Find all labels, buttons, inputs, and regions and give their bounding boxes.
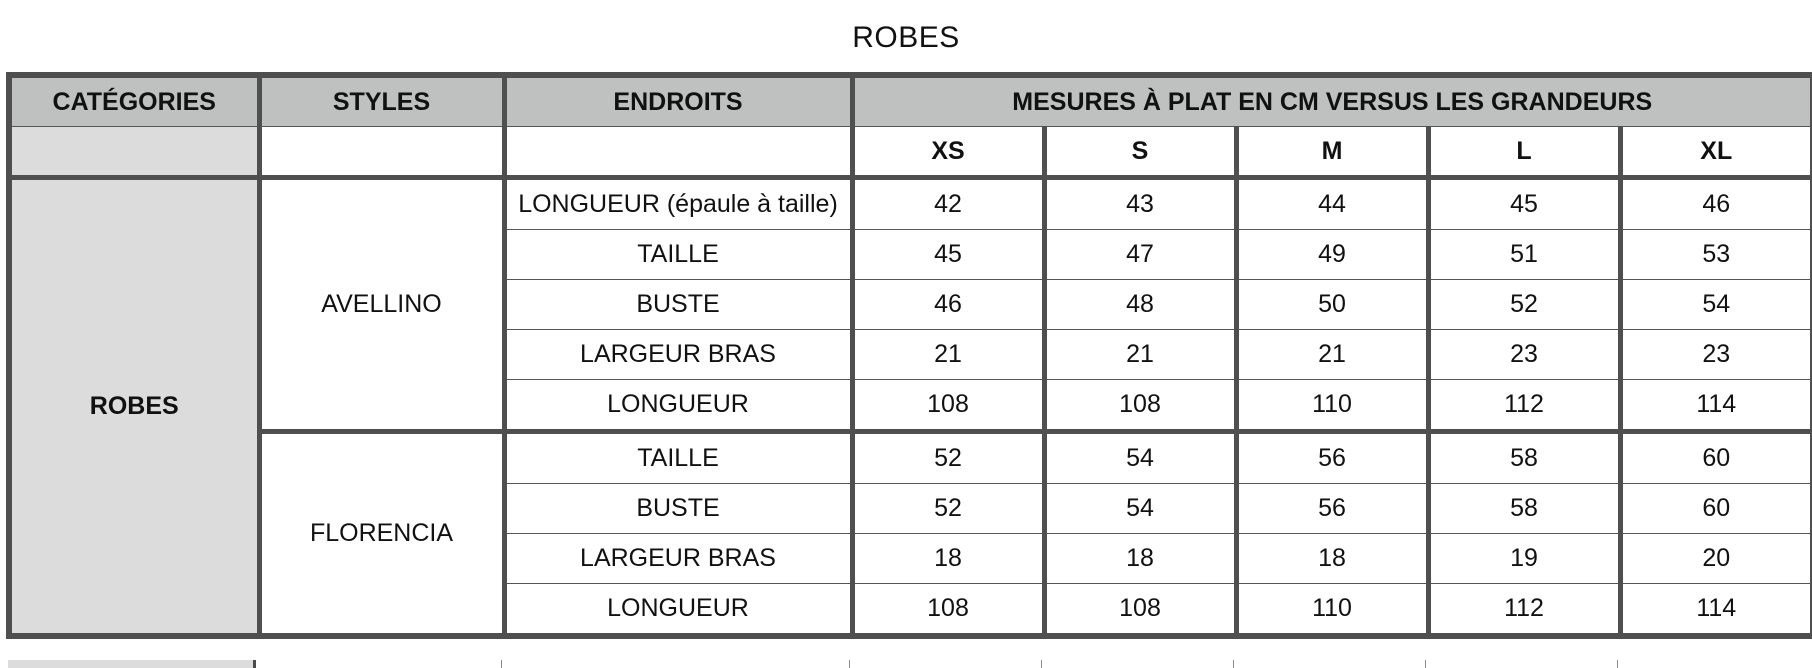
style-cell-avellino: AVELLINO	[259, 178, 504, 432]
value-cell: 21	[852, 330, 1044, 380]
size-header-s: S	[1044, 127, 1236, 178]
page-title: ROBES	[852, 21, 960, 54]
value-cell: 54	[1044, 484, 1236, 534]
value-cell: 23	[1620, 330, 1812, 380]
header-locations-blank	[504, 127, 852, 178]
value-cell: 50	[1236, 280, 1428, 330]
location-label: LARGEUR BRAS	[504, 330, 852, 380]
location-label: LARGEUR BRAS	[504, 534, 852, 584]
value-cell: 112	[1428, 584, 1620, 637]
header-styles-blank	[259, 127, 504, 178]
value-cell: 23	[1428, 330, 1620, 380]
location-label: LONGUEUR	[504, 380, 852, 432]
header-styles: STYLES	[259, 75, 504, 127]
header-categories-blank	[9, 127, 259, 178]
value-cell: 52	[852, 484, 1044, 534]
value-cell: 46	[852, 280, 1044, 330]
value-cell: 54	[1620, 280, 1812, 330]
header-categories: CATÉGORIES	[9, 75, 259, 127]
value-cell: 21	[1044, 330, 1236, 380]
value-cell: 108	[1044, 380, 1236, 432]
value-cell: 52	[1428, 280, 1620, 330]
header-locations: ENDROITS	[504, 75, 852, 127]
value-cell: 53	[1620, 230, 1812, 280]
size-header-row	[9, 127, 1812, 178]
category-column-stub	[8, 660, 256, 668]
location-label: TAILLE	[504, 230, 852, 280]
value-cell: 56	[1236, 432, 1428, 484]
value-cell: 108	[852, 380, 1044, 432]
value-cell: 56	[1236, 484, 1428, 534]
value-cell: 46	[1620, 178, 1812, 230]
size-header-xl: XL	[1620, 127, 1812, 178]
value-cell: 18	[852, 534, 1044, 584]
value-cell: 60	[1620, 484, 1812, 534]
location-label: BUSTE	[504, 484, 852, 534]
size-header-l: L	[1428, 127, 1620, 178]
style-cell-florencia: FLORENCIA	[259, 432, 504, 637]
value-cell: 45	[852, 230, 1044, 280]
location-label: BUSTE	[504, 280, 852, 330]
column-divider	[1041, 660, 1042, 668]
value-cell: 18	[1236, 534, 1428, 584]
value-cell: 110	[1236, 584, 1428, 637]
value-cell: 21	[1236, 330, 1428, 380]
location-label: LONGUEUR	[504, 584, 852, 637]
size-header-m: M	[1236, 127, 1428, 178]
value-cell: 43	[1044, 178, 1236, 230]
value-cell: 18	[1044, 534, 1236, 584]
value-cell: 45	[1428, 178, 1620, 230]
value-cell: 42	[852, 178, 1044, 230]
value-cell: 108	[1044, 584, 1236, 637]
size-chart-table	[6, 72, 1812, 639]
column-divider	[849, 660, 850, 668]
value-cell: 47	[1044, 230, 1236, 280]
value-cell: 58	[1428, 484, 1620, 534]
column-divider	[501, 660, 502, 668]
value-cell: 19	[1428, 534, 1620, 584]
value-cell: 60	[1620, 432, 1812, 484]
value-cell: 114	[1620, 584, 1812, 637]
value-cell: 20	[1620, 534, 1812, 584]
header-measures: MESURES À PLAT EN CM VERSUS LES GRANDEURS	[852, 75, 1812, 127]
size-header-xs: XS	[852, 127, 1044, 178]
column-divider	[1617, 660, 1618, 668]
value-cell: 51	[1428, 230, 1620, 280]
value-cell: 44	[1236, 178, 1428, 230]
value-cell: 52	[852, 432, 1044, 484]
header-row	[9, 75, 1812, 127]
value-cell: 114	[1620, 380, 1812, 432]
value-cell: 110	[1236, 380, 1428, 432]
location-label: LONGUEUR (épaule à taille)	[504, 178, 852, 230]
value-cell: 108	[852, 584, 1044, 637]
value-cell: 48	[1044, 280, 1236, 330]
table-row	[9, 178, 1812, 230]
value-cell: 54	[1044, 432, 1236, 484]
location-label: TAILLE	[504, 432, 852, 484]
category-cell: ROBES	[9, 178, 259, 637]
table-continuation-stub	[6, 660, 1810, 668]
column-divider	[1425, 660, 1426, 668]
value-cell: 112	[1428, 380, 1620, 432]
table-row	[9, 432, 1812, 484]
column-divider	[1233, 660, 1234, 668]
value-cell: 58	[1428, 432, 1620, 484]
value-cell: 49	[1236, 230, 1428, 280]
